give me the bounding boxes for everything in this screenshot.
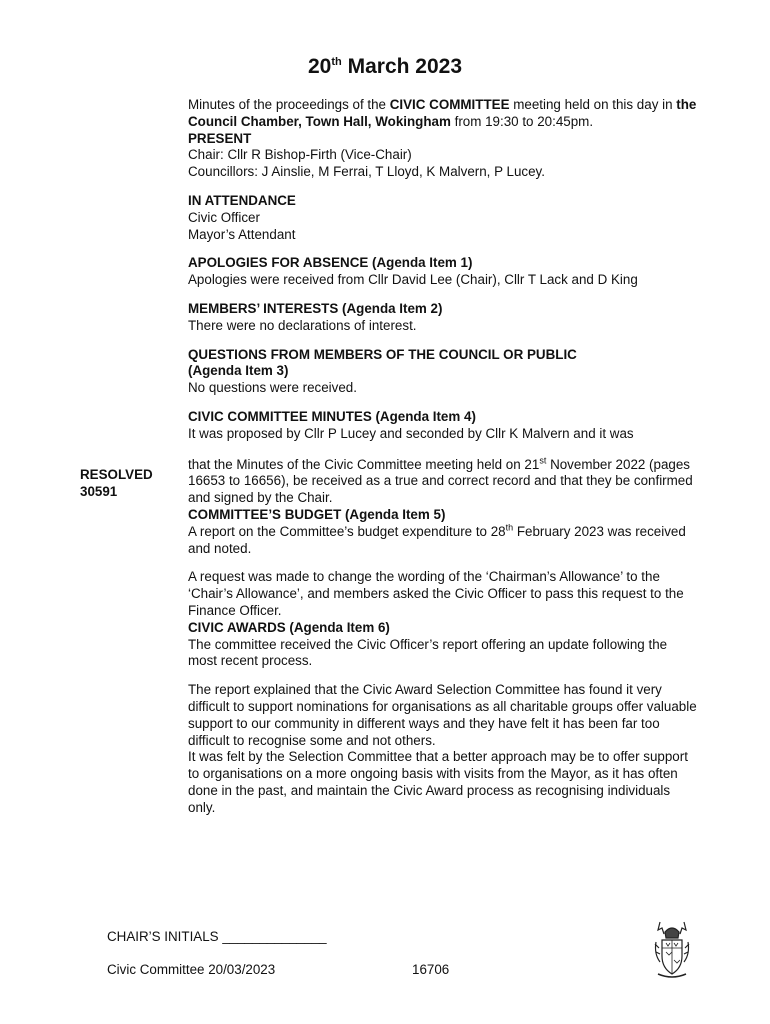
page-title bbox=[0, 55, 770, 79]
resolution-text-part: November 2022 (pages 16653 to 16656), be received as a true and correct record and that they be confirmed and signed by the Chair. bbox=[188, 456, 693, 506]
awards-paragraph: The report explained that the Civic Award Selection Committee has found it very difficult to support nominations for organisations as all charitable groups offer valuable support to our community in different ways and they have felt it has been far too difficult to recognise some and not others. bbox=[188, 682, 697, 748]
minutes-section bbox=[188, 409, 698, 443]
budget-request-paragraph: A request was made to change the wording of the ‘Chairman’s Allowance’ to the ‘Chair’s Allowance’, and members asked the Civic Officer to pass this request to the Finance Officer. bbox=[188, 569, 684, 618]
meeting-location: the Council Chamber, Town Hall, Wokingham bbox=[188, 97, 697, 129]
apologies-text: Apologies were received from Cllr David Lee (Chair), Cllr T Lack and D King bbox=[188, 272, 638, 288]
interests-heading: MEMBERS’ INTERESTS (Agenda Item 2) bbox=[188, 300, 443, 316]
budget-heading: COMMITTEE’S BUDGET (Agenda Item 5) bbox=[188, 506, 446, 522]
questions-heading-item: (Agenda Item 3) bbox=[188, 363, 289, 379]
budget-section bbox=[188, 507, 698, 557]
minutes-heading: CIVIC COMMITTEE MINUTES (Agenda Item 4) bbox=[188, 408, 476, 424]
present-chair: Chair: Cllr R Bishop-Firth (Vice-Chair) bbox=[188, 147, 412, 163]
budget-text bbox=[188, 524, 698, 558]
title-month-year: March 2023 bbox=[347, 55, 462, 78]
interests-text: There were no declarations of interest. bbox=[188, 317, 417, 333]
resolution-text-part: that the Minutes of the Civic Committee meeting held on 21 bbox=[188, 456, 540, 472]
apologies-section bbox=[188, 255, 698, 289]
minutes-body bbox=[188, 97, 698, 816]
resolution-number: 30591 bbox=[80, 484, 118, 499]
awards-paragraph: It was felt by the Selection Committee that a better approach may be to offer support to organisations on a more ongoing basis with visits from the Mayor, as it has often done in the past, and maintain the Civic Award process as recognising individuals only. bbox=[188, 749, 688, 815]
budget-date-suffix: th bbox=[505, 522, 514, 533]
awards-paragraph: The committee received the Civic Officer’s report offering an update following the most recent process. bbox=[188, 636, 668, 669]
meeting-time: from 19:30 to 20:45pm. bbox=[450, 113, 594, 129]
present-councillors: Councillors: J Ainslie, M Ferrai, T Lloyd, K Malvern, P Lucey. bbox=[188, 164, 545, 180]
committee-name: CIVIC COMMITTEE bbox=[389, 97, 510, 112]
intro-text: Minutes of the proceedings of the bbox=[188, 97, 390, 112]
present-heading: PRESENT bbox=[188, 130, 252, 146]
attendance-heading: IN ATTENDANCE bbox=[188, 192, 296, 208]
page-number: 16706 bbox=[412, 962, 450, 977]
present-section bbox=[188, 131, 698, 181]
town-crest-icon bbox=[650, 918, 694, 980]
title-day: 20 bbox=[308, 55, 332, 78]
interests-section bbox=[188, 301, 698, 335]
footer-date: Civic Committee 20/03/2023 bbox=[107, 962, 276, 977]
questions-text: No questions were received. bbox=[188, 380, 357, 396]
awards-section bbox=[188, 620, 698, 670]
budget-text-part: February 2023 was received and noted. bbox=[188, 523, 686, 556]
resolved-marker bbox=[80, 466, 153, 500]
budget-text-part: A report on the Committee’s budget expenditure to 28 bbox=[188, 523, 506, 539]
chair-initials-line: CHAIR’S INITIALS ______________ bbox=[107, 929, 327, 944]
resolution-date-suffix: st bbox=[539, 455, 547, 466]
attendance-section bbox=[188, 193, 698, 243]
apologies-heading: APOLOGIES FOR ABSENCE (Agenda Item 1) bbox=[188, 255, 473, 271]
resolved-label: RESOLVED bbox=[80, 467, 153, 482]
attendance-item: Civic Officer bbox=[188, 209, 260, 225]
title-day-suffix: th bbox=[331, 56, 342, 68]
minutes-proposal: It was proposed by Cllr P Lucey and seconded by Cllr K Malvern and it was bbox=[188, 425, 634, 441]
questions-heading: QUESTIONS FROM MEMBERS OF THE COUNCIL OR PUBLIC bbox=[188, 346, 577, 362]
questions-section bbox=[188, 347, 698, 397]
intro-paragraph bbox=[188, 97, 698, 131]
awards-heading: CIVIC AWARDS (Agenda Item 6) bbox=[188, 619, 390, 635]
intro-text: meeting held on this day in bbox=[509, 97, 677, 112]
resolution-text bbox=[188, 457, 698, 507]
attendance-item: Mayor’s Attendant bbox=[188, 226, 296, 242]
